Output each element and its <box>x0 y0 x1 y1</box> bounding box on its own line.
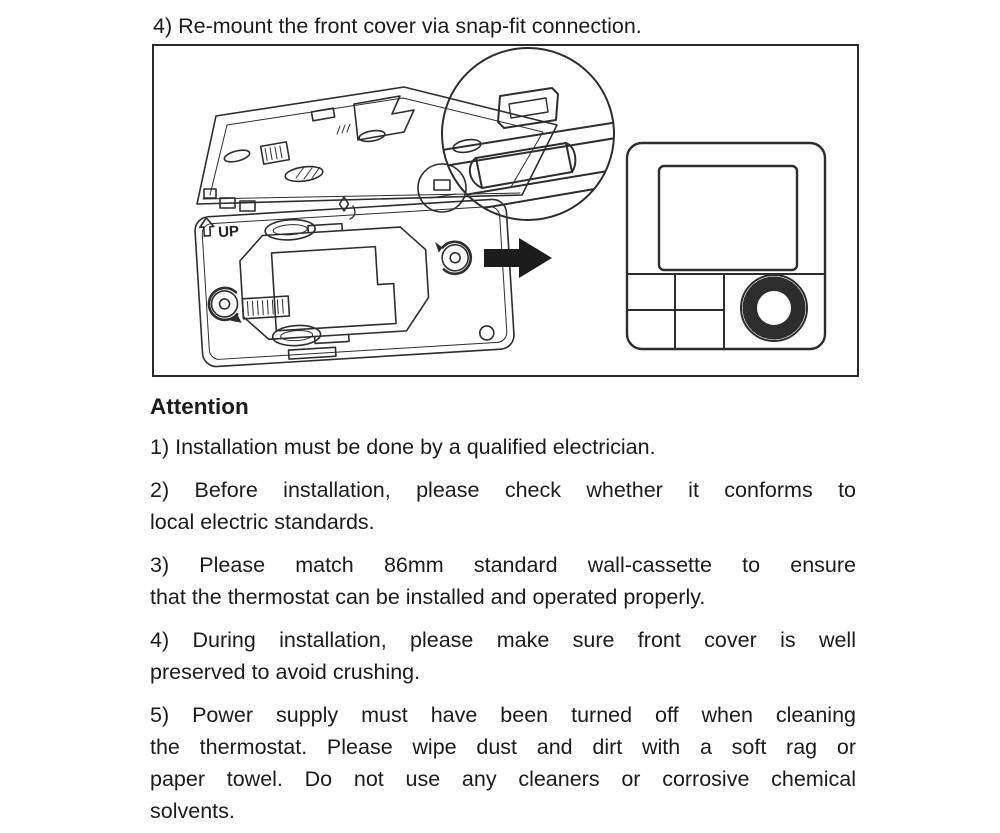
attention-item-2 <box>150 474 856 538</box>
snap-fit-detail-magnifier <box>442 48 618 220</box>
up-arrow-icon <box>199 217 214 236</box>
installation-figure <box>154 46 857 375</box>
attention-item-5-line: solvents. <box>150 799 235 823</box>
dip-switch <box>242 296 289 319</box>
snap-fit-source-circle <box>418 164 466 212</box>
figure-wall-base <box>194 199 515 368</box>
attention-item-4 <box>150 624 856 688</box>
up-label: UP <box>217 222 240 242</box>
screw-right <box>435 240 472 275</box>
attention-item-2-line: 2) Before installation, please check whether it conforms to <box>150 478 856 502</box>
attention-item-5-line: the thermostat. Please wipe dust and dirt with a soft rag or <box>150 735 856 759</box>
snap-fit-hook <box>498 88 558 128</box>
figure-box <box>152 44 859 377</box>
attention-item-3-line: that the thermostat can be installed and operated properly. <box>150 585 706 609</box>
thermostat-display <box>659 166 797 270</box>
attention-item-5-line: 5) Power supply must have been turned off when cleaning <box>150 703 856 727</box>
attention-item-3-line: 3) Please match 86mm standard wall-cassette to ensure <box>150 553 856 577</box>
attention-item-5 <box>150 699 856 827</box>
attention-item-1-line: 1) Installation must be done by a qualified electrician. <box>150 435 656 459</box>
attention-item-4-line: preserved to avoid crushing. <box>150 660 421 684</box>
attention-item-1 <box>150 431 856 463</box>
attention-item-5-line: paper towel. Do not use any cleaners or corrosive chemical <box>150 767 856 791</box>
screw-left <box>208 287 242 325</box>
attention-title: Attention <box>150 394 249 419</box>
attention-item-3 <box>150 549 856 613</box>
attention-item-2-line: local electric standards. <box>150 510 375 534</box>
step-heading: 4) Re-mount the front cover via snap-fit connection. <box>153 14 642 38</box>
direction-arrow-icon <box>484 238 552 278</box>
thermostat-dial <box>741 275 807 341</box>
attention-body <box>150 431 856 833</box>
attention-item-4-line: 4) During installation, please make sure front cover is well <box>150 628 856 652</box>
figure-thermostat-front <box>627 143 825 349</box>
